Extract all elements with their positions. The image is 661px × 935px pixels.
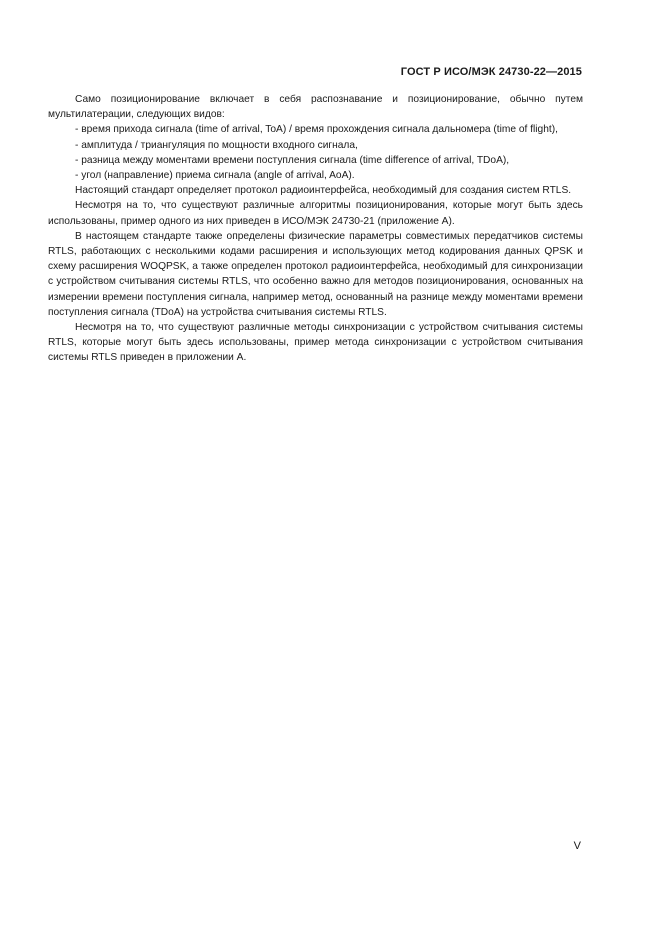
list-item-tdoa: - разница между моментами времени поступления сигнала (time difference of arrival, TDoA),	[75, 154, 510, 166]
document-header-code: ГОСТ Р ИСО/МЭК 24730-22—2015	[400, 66, 582, 78]
paragraph-algorithms: Несмотря на то, что существуют различные алгоритмы позиционирования, которые могут быть здесь использованы, пример одного из них приведен в ИСО/МЭК 24730-21 (приложение А).	[48, 200, 583, 227]
paragraph-positioning-intro: Само позиционирование включает в себя распознавание и позиционирование, обычно путем мультилатерации, следующих видов:	[48, 94, 583, 121]
paragraph-standard-scope: Настоящий стандарт определяет протокол радиоинтерфейса, необходимый для создания систем RTLS.	[75, 185, 572, 197]
paragraph-physical-parameters: В настоящем стандарте также определены физические параметры совместимых передатчиков системы RTLS, работающих с несколькими кодами расширения и использующих метод кодирования данных QPSK и схему расширения WOQPSK, а также определен протокол радиоинтерфейса, необходимый для синхронизации с устройством считывания системы RTLS, что особенно важно для методов позиционирования, основанных на измерении времени поступления сигнала, например метод, основанный на разнице между моментами времени поступления сигнала (TDoA) на устройства считывания системы RTLS.	[48, 230, 583, 318]
list-item-aoa: - угол (направление) приема сигнала (angle of arrival, AoA).	[75, 170, 355, 182]
list-item-toa: - время прихода сигнала (time of arrival, ToA) / время прохождения сигнала дальномера (time of flight),	[75, 124, 558, 136]
paragraph-synchronization: Несмотря на то, что существуют различные методы синхронизации с устройством считывания системы RTLS, которые могут быть здесь использованы, пример метода синхронизации с устройством считывания системы RTLS приведен в приложении А.	[48, 322, 583, 364]
list-item-amplitude: - амплитуда / триангуляция по мощности входного сигнала,	[75, 139, 358, 151]
body-text	[48, 92, 583, 366]
page-number: V	[573, 840, 581, 852]
